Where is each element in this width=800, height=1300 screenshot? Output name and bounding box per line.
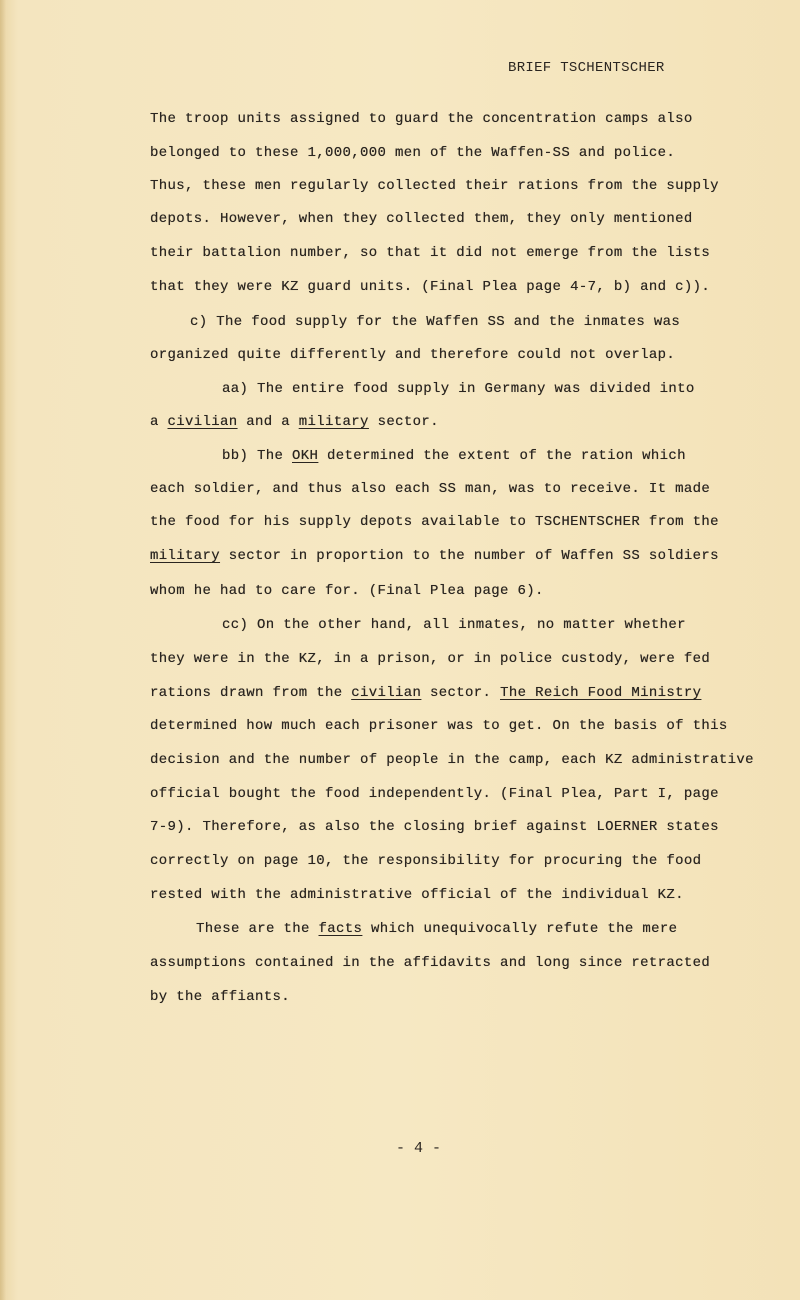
text: sector in proportion to the number of Waffen SS soldiers (220, 548, 719, 564)
body-line (150, 414, 439, 430)
body-line (150, 651, 710, 667)
underlined-term: civilian (167, 414, 238, 430)
underlined-term: civilian (351, 685, 422, 701)
text: rations drawn from the (150, 685, 352, 701)
body-line (150, 211, 693, 227)
body-line (150, 548, 719, 564)
body-line (190, 314, 680, 330)
body-line (150, 887, 684, 903)
text: they were in the KZ, in a prison, or in police custody, were fed (150, 651, 711, 667)
text: Thus, these men regularly collected their rations from the supply (150, 178, 719, 194)
body-line (150, 819, 719, 835)
text: determined the extent of the ration which (318, 448, 686, 464)
underlined-term: facts (318, 921, 363, 937)
text: whom he had to care for. (Final Plea page 6). (150, 583, 544, 599)
body-line (150, 583, 544, 599)
body-line (222, 448, 686, 464)
body-line (150, 752, 754, 768)
body-line (222, 617, 686, 633)
underlined-term: military (298, 414, 369, 430)
text: and a (237, 414, 299, 430)
text: aa) The entire food supply in Germany was divided into (222, 381, 695, 397)
body-line (150, 279, 710, 295)
text: their battalion number, so that it did not emerge from the lists (150, 245, 711, 261)
text: The troop units assigned to guard the concentration camps also (150, 111, 693, 127)
text: cc) On the other hand, all inmates, no matter whether (222, 617, 686, 633)
underlined-term: The Reich Food Ministry (500, 685, 702, 701)
text: sector. (421, 685, 501, 701)
body-line (150, 347, 675, 363)
page-number: - 4 - (396, 1140, 442, 1157)
text: bb) The (222, 448, 293, 464)
body-line (150, 245, 710, 261)
text: sector. (368, 414, 439, 430)
text: the food for his supply depots available to TSCHENTSCHER from the (150, 514, 719, 530)
body-line (150, 718, 728, 734)
text: 7-9). Therefore, as also the closing brief against LOERNER states (150, 819, 719, 835)
underlined-term: OKH (292, 448, 319, 464)
text: determined how much each prisoner was to get. On the basis of this (150, 718, 728, 734)
text: a (150, 414, 168, 430)
text: each soldier, and thus also each SS man, was to receive. It made (150, 481, 711, 497)
text: assumptions contained in the affidavits and long since retracted (150, 955, 711, 971)
text: official bought the food independently. (Final Plea, Part I, page (150, 786, 719, 802)
text: c) The food supply for the Waffen SS and the inmates was (190, 314, 681, 330)
text: by the affiants. (150, 989, 291, 1005)
text: which unequivocally refute the mere (362, 921, 678, 937)
body-line (150, 111, 693, 127)
body-line (150, 145, 675, 161)
body-line (150, 853, 701, 869)
body-line (222, 381, 695, 397)
body-line (150, 685, 701, 701)
text: rested with the administrative official of the individual KZ. (150, 887, 684, 903)
body-line (196, 921, 677, 937)
body-line (150, 514, 719, 530)
body-line (150, 481, 710, 497)
body-line (150, 955, 710, 971)
text: These are the (196, 921, 319, 937)
body-line (150, 178, 719, 194)
body-line (150, 786, 719, 802)
page-header: BRIEF TSCHENTSCHER (508, 60, 665, 76)
text: that they were KZ guard units. (Final Plea page 4-7, b) and c)). (150, 279, 711, 295)
text: organized quite differently and therefore could not overlap. (150, 347, 676, 363)
text: correctly on page 10, the responsibility for procuring the food (150, 853, 702, 869)
body-line (150, 989, 290, 1005)
text: decision and the number of people in the camp, each KZ administrative (150, 752, 754, 768)
text: belonged to these 1,000,000 men of the Waffen-SS and police. (150, 145, 676, 161)
underlined-term: military (150, 548, 221, 564)
text: depots. However, when they collected them, they only mentioned (150, 211, 693, 227)
